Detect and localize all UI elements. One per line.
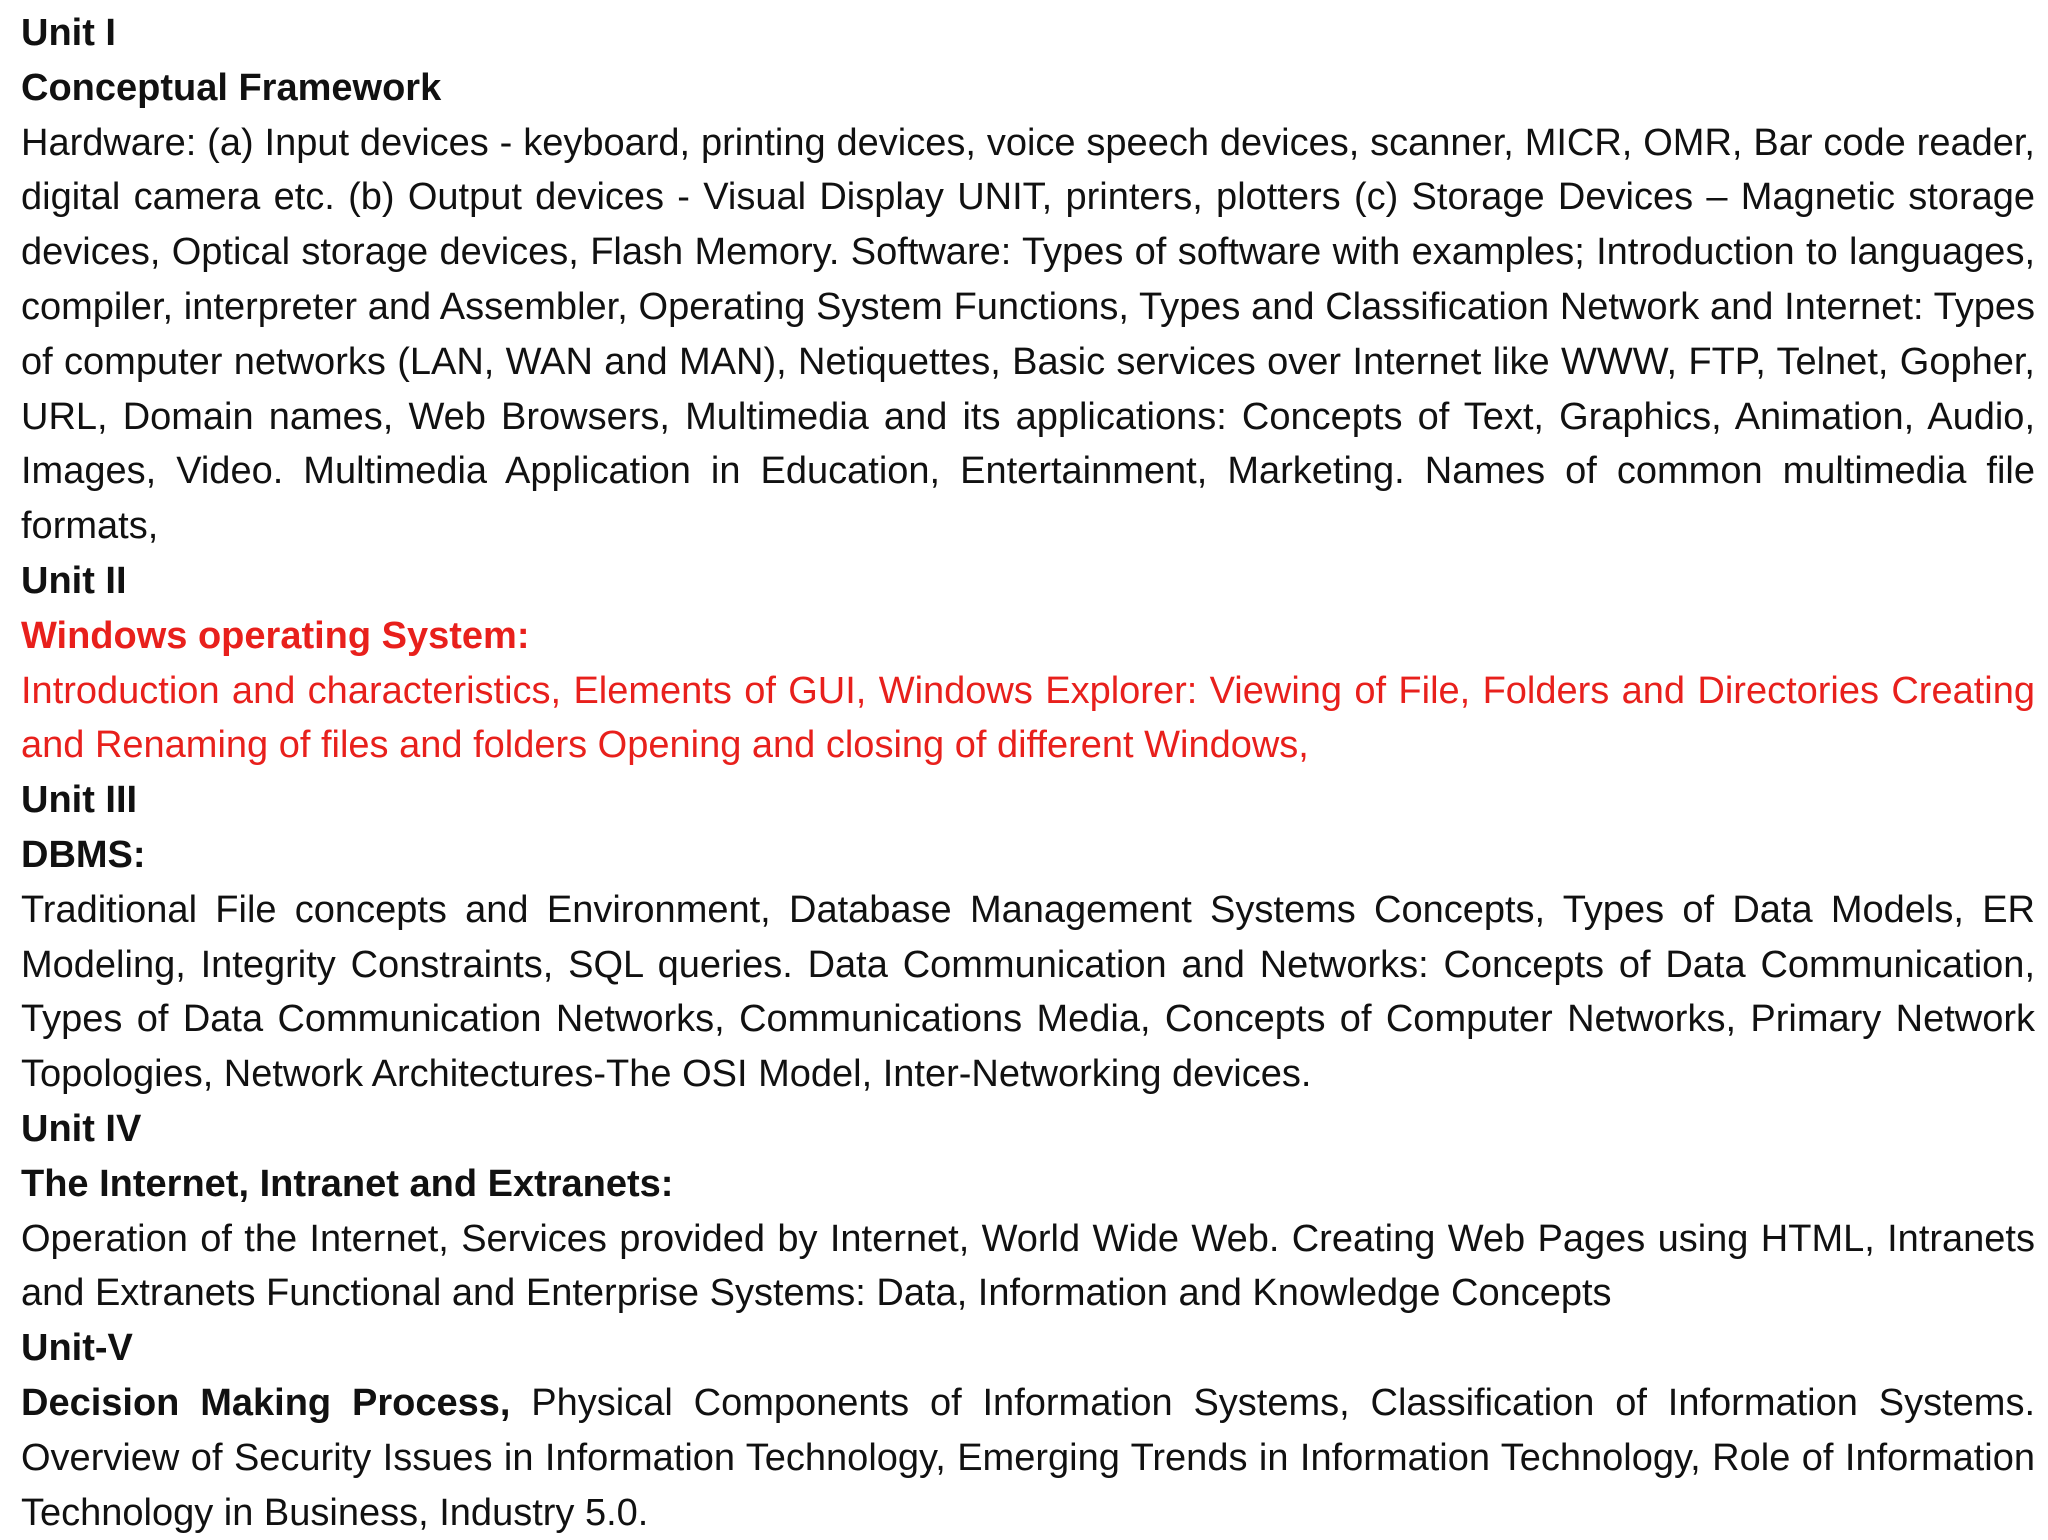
unit-4-title: The Internet, Intranet and Extranets: bbox=[21, 1162, 674, 1205]
unit-3-section bbox=[21, 773, 2035, 1102]
unit-3-label: Unit III bbox=[21, 779, 138, 822]
syllabus-document bbox=[21, 6, 2035, 1540]
unit-3-title: DBMS: bbox=[21, 833, 146, 876]
unit-1-body: Hardware: (a) Input devices - keyboard, printing devices, voice speech devices, scanner, MICR, OMR, Bar code reader, digital camera etc. (b) Output devices - Visual Display UNIT, printers, plotters (c) Storage Devices – Magnetic storage devices, Optical storage devices, Flash Memory. Software: Types of software with examples; Introduction to languages, compiler, interpreter and Assembler, Operating System Functions, Types and Classification Network and Internet: Types of computer networks (LAN, WAN and MAN), Netiquettes, Basic services over Internet like WWW, FTP, Telnet, Gopher, URL, Domain names, Web Browsers, Multimedia and its applications: Concepts of Text, Graphics, Animation, Audio, Images, Video. Multimedia Application in Education, Entertainment, Marketing. Names of common multimedia file formats, bbox=[21, 121, 2035, 548]
unit-4-body: Operation of the Internet, Services provided by Internet, World Wide Web. Creating Web Pages using HTML, Intranets and Extranets Functional and Enterprise Systems: Data, Information and Knowledge Concepts bbox=[21, 1217, 2035, 1315]
unit-2-body: Introduction and characteristics, Elements of GUI, Windows Explorer: Viewing of File, Folders and Directories Creating and Renaming of files and folders Opening and closing of different Windows, bbox=[21, 669, 2035, 767]
unit-5-paragraph bbox=[21, 1376, 2035, 1540]
unit-2-section bbox=[21, 554, 2035, 773]
unit-2-title: Windows operating System: bbox=[21, 614, 530, 657]
unit-1-label: Unit I bbox=[21, 12, 116, 54]
unit-5-label: Unit-V bbox=[21, 1327, 133, 1370]
unit-1-section bbox=[21, 6, 2035, 554]
unit-4-section bbox=[21, 1102, 2035, 1321]
unit-5-title: Decision Making Process, bbox=[21, 1381, 511, 1424]
unit-2-label: Unit II bbox=[21, 559, 127, 602]
unit-5-section bbox=[21, 1321, 2035, 1540]
unit-5-body: Physical Components of Information Systems, Classification of Information Systems. Overview of Security Issues in Information Technology, Emerging Trends in Information Technology, Role of Information Technology in Business, Industry 5.0. bbox=[21, 1381, 2035, 1534]
unit-1-title: Conceptual Framework bbox=[21, 66, 442, 109]
unit-3-body: Traditional File concepts and Environment, Database Management Systems Concepts, Types of Data Models, ER Modeling, Integrity Constraints, SQL queries. Data Communication and Networks: Concepts of Data Communication, Types of Data Communication Networks, Communications Media, Concepts of Computer Networks, Primary Network Topologies, Network Architectures-The OSI Model, Inter-Networking devices. bbox=[21, 888, 2035, 1096]
unit-4-label: Unit IV bbox=[21, 1107, 142, 1150]
